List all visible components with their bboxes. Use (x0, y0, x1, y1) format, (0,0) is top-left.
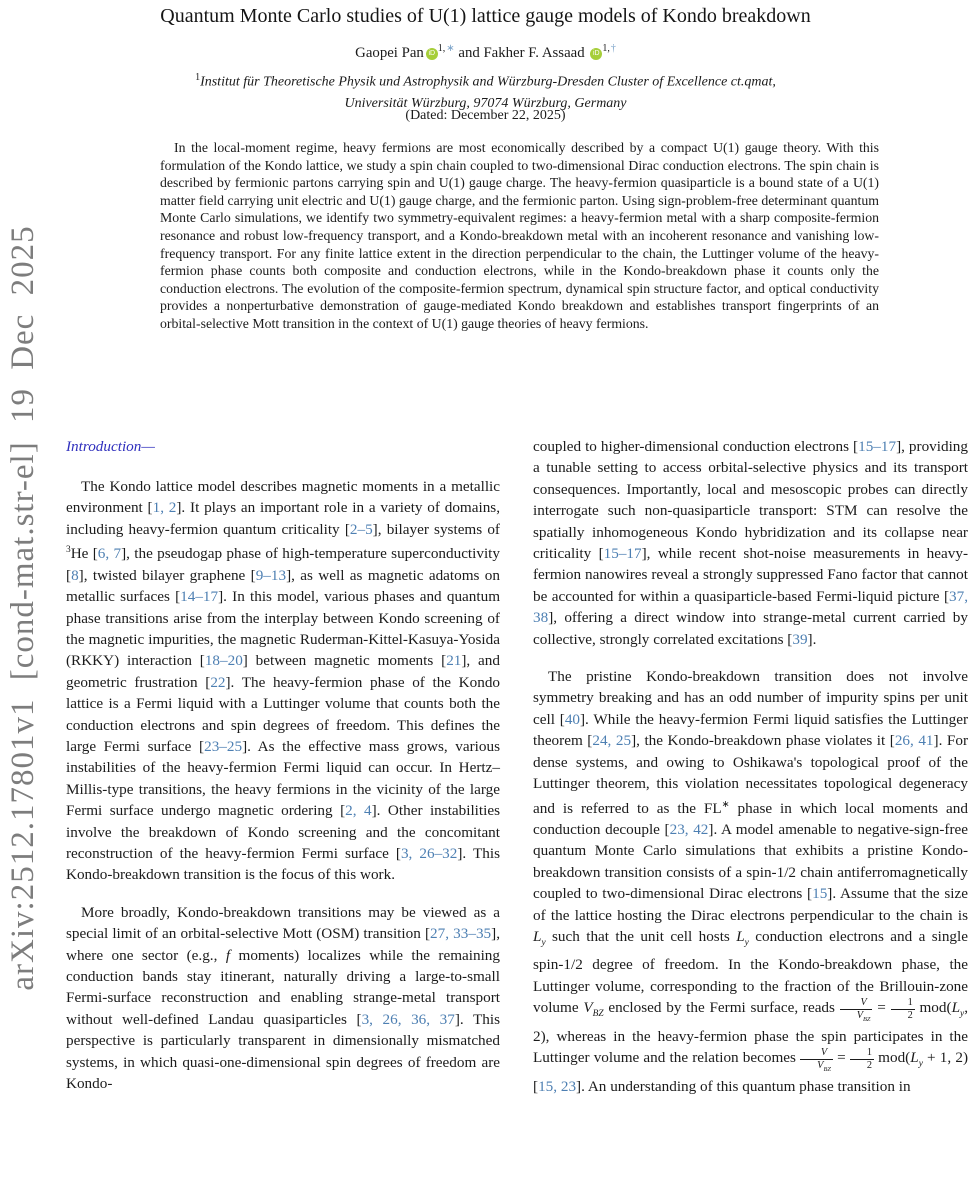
citation-link[interactable]: 26, 41 (894, 732, 934, 750)
citation-link[interactable]: 8 (71, 566, 79, 584)
citation-link[interactable]: 15, 23 (538, 1077, 577, 1095)
citation-link[interactable]: 23, 42 (669, 820, 709, 838)
citation-link[interactable]: 39 (792, 630, 808, 648)
citation-link[interactable]: 3, 26, 36, 37 (361, 1010, 455, 1028)
orcid-icon-author-1[interactable]: iD (426, 48, 438, 60)
left-column-paragraph-1: The Kondo lattice model describes magnetic moments in a metallic environment [1, 2]. It plays an important role in a variety of domains, including heavy-fermion quantum criticality [2–5], bilayer systems of $^3$He [6, 7], the pseudogap phase of high-temperature superconductivity [8], twisted bilayer graphene [9–13], as well as magnetic adatoms on metallic surfaces [14–17]. In this model, various phases and quantum phase transitions arise from the interplay between Kondo screening of the magnetic impurities, the magnetic Ruderman-Kittel-Kasuya-Yosida (RKKY) interaction [18–20] between magnetic moments [21], and geometric frustration [22]. The heavy-fermion phase of the Kondo lattice is a Fermi liquid with a Luttinger volume that counts both the conduction electrons and spin degrees of freedom. This defines the large Fermi surface [23–25]. As the effective mass grows, various instabilities of the heavy-fermion Fermi liquid can occur. In Hertz–Millis-type transitions, the heavy fermions in the vicinity of the large Fermi surface undergo magnetic ordering [2, 4]. Other instabilities involve the breakdown of Kondo screening and the concomitant reconstruction of the heavy-fermion Fermi surface [3, 26–32]. This Kondo-breakdown transition is the focus of this work. (66, 478, 501, 884)
affiliation-line-2: Universität Würzburg, 97074 Würzburg, Germany (344, 95, 627, 111)
abstract: In the local-moment regime, heavy fermions are most economically described by a compact U(1) gauge theory. With this formulation of the Kondo lattice, we study a spin chain coupled to two-dimensional Dirac conduction electrons. The spin chain is described by fermionic partons carrying spin and U(1) gauge charge. The heavy-fermion quasiparticle is a bound state of a U(1) matter field carrying unit electric and U(1) gauge charge, and the fermionic parton. Using sign-problem-free determinant quantum Monte Carlo simulations, we identify two symmetry-equivalent regimes: a heavy-fermion metal with a sharp composite-fermion resonance and robust low-frequency transport, and a Kondo-breakdown metal with an incoherent resonance and vanishing low-frequency transport. For any finite lattice extent in the direction perpendicular to the chain, the Luttinger volume of the heavy-fermion phase counts both composite and conduction electrons, while in the Kondo-breakdown phase it counts only the conduction electrons. The evolution of the composite-fermion spectrum, dynamical spin structure factor, and optical conductivity provides a nonperturbative demonstration of gauge-mediated Kondo breakdown and establishes transport fingerprints of an orbital-selective Mott transition in the context of U(1) gauge theories of heavy fermions. (160, 140, 879, 331)
citation-link[interactable]: 23–25 (204, 737, 243, 755)
citation-link[interactable]: 15–17 (858, 438, 897, 455)
affiliation-line-1: Institut für Theoretische Physik und Astrophysik and Würzburg-Dresden Cluster of Excellence ct.qmat, (200, 74, 776, 90)
citation-link[interactable]: 24, 25 (592, 732, 632, 750)
right-column-paragraph-1: coupled to higher-dimensional conduction electrons [15–17], providing a tunable setting to access orbital-selective physics and its transport consequences. Importantly, local and mesoscopic probes can directly interrogate such non-quasiparticle transport: STM can resolve the spatially inhomogeneous Kondo hybridization and its collapse near criticality [15–17], while recent shot-noise measurements in heavy-fermion nanowires reveal a strongly suppressed Fano factor that cannot be accounted for within a quasiparticle-based Fermi-liquid picture [37, 38], offering a direct window into strange-metal current carried by collective, strongly correlated excitations [39]. (533, 438, 969, 648)
arxiv-watermark: arXiv:2512.17801v1 [cond-mat.str-el] 19 Dec 2025 (5, 225, 41, 991)
citation-link[interactable]: 3, 26–32 (400, 844, 458, 862)
citation-link[interactable]: 18–20 (204, 652, 243, 670)
citation-link[interactable]: 2–5 (349, 520, 373, 538)
left-column-paragraph-2: More broadly, Kondo-breakdown transitions may be viewed as a special limit of an orbital-selective Mott (OSM) transition [27, 33–35], where one sector (e.g., f moments) localizes while the remaining conduction bands stay itinerant, naturally driving a large-to-small Fermi-surface reconstruction and enabling strange-metal transport without well-defined Landau quasiparticles [3, 26, 36, 37]. This perspective is particularly transparent in dimensionally mismatched systems, in which quasi-one-dimensional spin degrees of freedom are Kondo- (66, 903, 501, 1093)
citation-link[interactable]: 40 (564, 710, 580, 728)
date-line: (Dated: December 22, 2025) (405, 108, 566, 123)
section-heading-introduction: Introduction— (66, 438, 155, 455)
citation-link[interactable]: 14–17 (180, 588, 219, 606)
citation-link[interactable]: 15 (812, 885, 828, 903)
affiliation-superscript: 1 (195, 72, 201, 83)
author-1-name: Gaopei Pan (355, 44, 424, 61)
citation-link[interactable]: 6, 7 (97, 545, 122, 563)
author-1-superscript: 1,∗ (437, 43, 455, 54)
right-column-paragraph-2: The pristine Kondo-breakdown transition does not involve symmetry breaking and has an odd number of impurity spins per unit cell [40]. While the heavy-fermion Fermi liquid satisfies the Luttinger theorem [24, 25], the Kondo-breakdown phase violates it [26, 41]. For dense systems, and owing to Oshikawa's topological proof of the Luttinger theorem, this violation necessitates topological degeneracy and is referred to as the FL∗ phase in which local moments and conduction decouple [23, 42]. A model amenable to negative-sign-free quantum Monte Carlo simulations that exhibits a pristine Kondo-breakdown transition consists of a spin-1/2 chain antiferromagnetically coupled to two-dimensional Dirac electrons [15]. Assume that the size of the lattice hosting the Dirac electrons perpendicular to the chain is $L_y$ such that the unit cell hosts $L_y$ conduction electrons and a single spin-1/2 degree of freedom. In the Kondo-breakdown phase, the Luttinger volume, corresponding to the fraction of the Brillouin-zone volume $V_{BZ}$ enclosed by the Fermi surface, reads $\frac{V}{V_{BZ}}$ = $\frac{1}{2}$ $mod(L_y$, 2), whereas in the heavy-fermion phase the spin participates in the Luttinger volume and the relation becomes $\frac{V}{V_{BZ}}$ = $\frac{1}{2}$ $mod(L_y + 1$, 2) [15, 23]. An understanding of this quantum phase transition in (533, 668, 969, 1095)
right-column (533, 436, 968, 1113)
citation-link[interactable]: 27, 33–35 (430, 925, 492, 943)
citation-link[interactable]: 37, 38 (533, 587, 968, 627)
citation-link[interactable]: 2, 4 (345, 802, 372, 820)
footnote-marker-dagger[interactable]: † (610, 43, 616, 54)
author-2-name: Fakher F. Assaad (483, 44, 585, 61)
author-conjunction: and (454, 44, 484, 61)
affiliation (0, 67, 971, 114)
citation-link[interactable]: 21 (446, 652, 462, 670)
footnote-marker-asterisk[interactable]: ∗ (446, 43, 455, 54)
citation-link[interactable]: 9–13 (255, 566, 287, 584)
citation-link[interactable]: 22 (210, 673, 226, 691)
left-column (66, 436, 500, 1110)
orcid-icon-author-2[interactable]: iD (590, 48, 602, 60)
citation-link[interactable]: 15–17 (603, 545, 642, 563)
citation-link[interactable]: 1, 2 (152, 499, 177, 517)
author-2-superscript: 1,† (602, 43, 616, 54)
paper-title: Quantum Monte Carlo studies of U(1) lattice gauge models of Kondo breakdown (160, 5, 811, 27)
author-line (0, 43, 971, 62)
